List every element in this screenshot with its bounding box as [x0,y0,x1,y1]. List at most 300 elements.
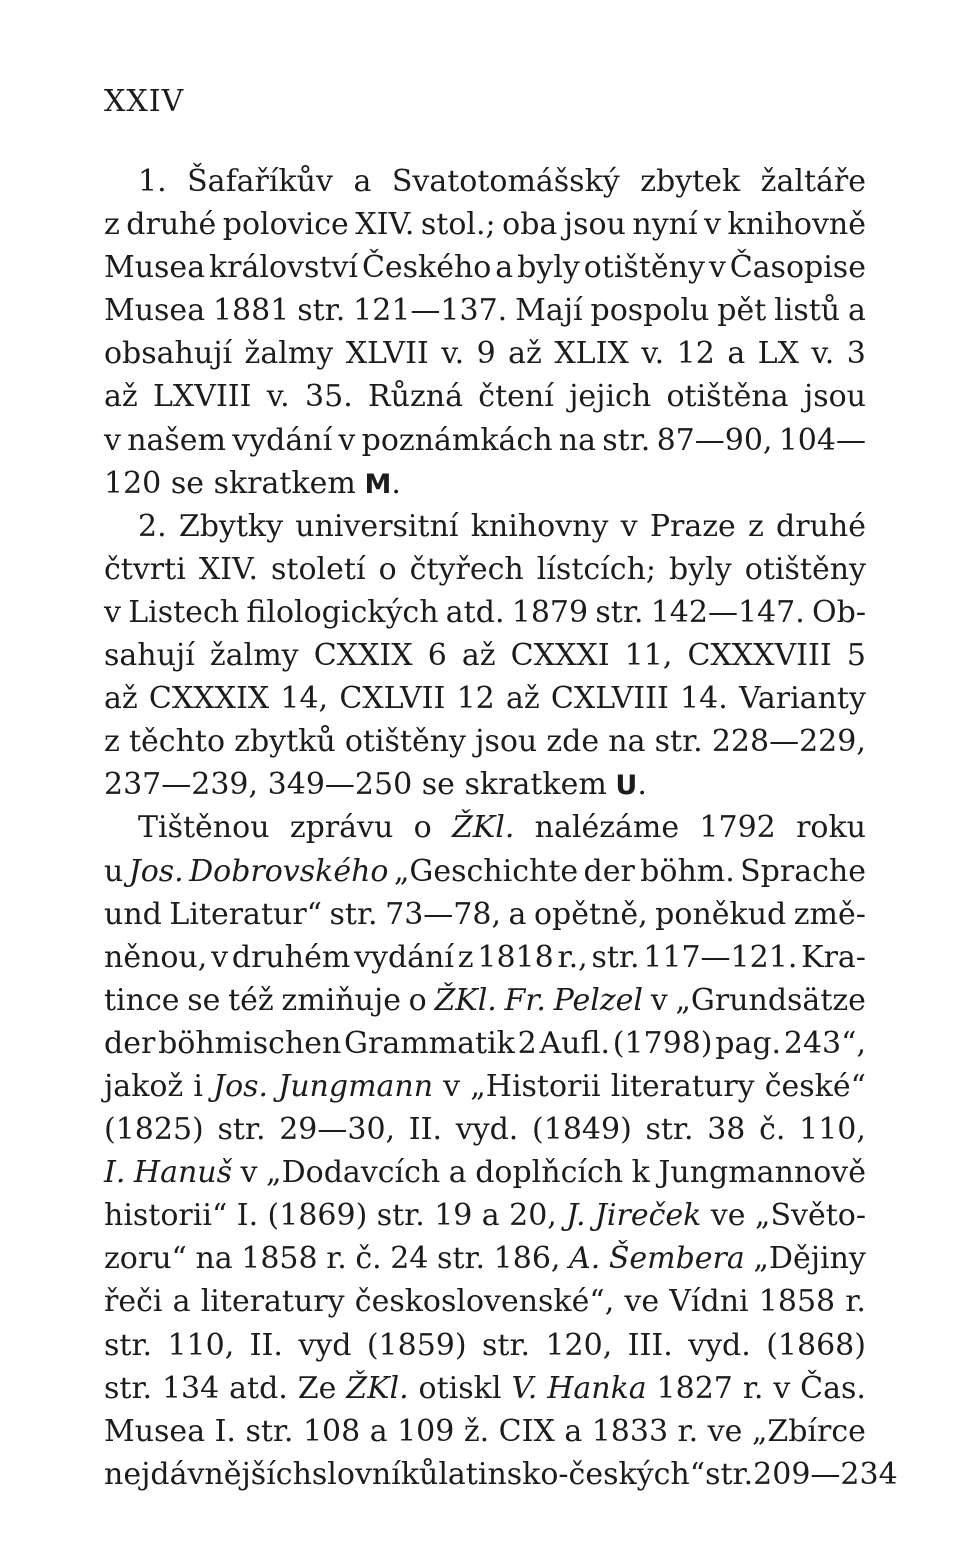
word: ve [707,1413,743,1449]
word: str. [104,1370,153,1406]
word: „Zbírce [751,1413,866,1449]
word: lístcích; [536,551,657,587]
word: I. [236,1198,259,1234]
word: CXXXI [510,638,610,674]
word: literatury [610,1068,755,1104]
word: 121—137. [353,293,508,329]
word: 2 [517,1025,537,1061]
word: zmiňuje [281,982,401,1018]
word: až [505,681,540,717]
word: Ze [297,1370,337,1406]
word: böhmischen [158,1025,342,1061]
word: otiskl [418,1370,502,1406]
word: vydání [232,422,333,458]
word: jsou [803,379,866,415]
word: nejdávnějších [104,1456,312,1492]
word: 9 [476,336,496,372]
word: druhém [231,939,351,975]
word: Jungmannově [658,1155,866,1191]
page-number: XXIV [104,84,185,119]
word: CXXIX [313,638,413,674]
word: sahují [104,638,195,674]
word: 134 [161,1370,220,1406]
word: r. [677,1413,699,1449]
text-line [104,806,866,849]
text-line [104,936,866,979]
word: Fr. [504,982,546,1018]
word: 12 [676,336,715,372]
word: J. [566,1198,586,1234]
word: skratkem [213,465,356,501]
word: království [209,250,359,286]
word: der [583,853,635,889]
word: i [193,1068,203,1104]
word: 1858 [241,1241,318,1277]
text-line [104,1022,866,1065]
word: listů [774,293,841,329]
word: Musea [104,293,206,329]
word: ŽKl. [451,810,515,846]
text-line [104,1453,898,1496]
word: vyd [298,1327,352,1363]
word: Vídni [669,1284,749,1320]
word: Jungmann [278,1068,434,1104]
word: 110, [799,1112,866,1148]
word: v [104,422,121,458]
text-line [104,246,866,289]
word: (1849) [532,1112,632,1148]
word: A. [569,1241,601,1277]
word: zoru“ [104,1241,187,1277]
word: z [104,207,120,243]
word: 35. [305,379,353,415]
word: a [848,293,866,329]
word: Aufl. [539,1025,610,1061]
text-line [104,1367,866,1410]
text-line [104,289,866,332]
word: poněkud [655,896,787,932]
word: z [457,939,474,975]
word: oba [502,207,558,243]
word: Jos. [128,853,184,889]
word: Českého [361,250,492,286]
text-line [104,1280,866,1323]
word: V. [511,1370,538,1406]
word: Musea [104,250,206,286]
word: v [650,982,668,1018]
word: Varianty [738,681,866,717]
word: v [338,422,356,458]
word: zde [546,724,600,760]
word: ve [710,1198,746,1234]
word: Pelzel [553,982,643,1018]
word: Literatur“ [169,896,322,932]
word: 1833 [591,1413,669,1449]
word: v. [266,379,290,415]
word: v. [811,336,835,372]
word: žalmy [209,638,299,674]
word: v [773,1370,791,1406]
word: LX [757,336,799,372]
word: stol.; [420,207,496,243]
word: 19 [434,1198,473,1234]
word: 349—250 [267,767,413,803]
word: roku [796,810,866,846]
word: až [508,336,542,372]
word: a [508,896,527,932]
word: XLIX [554,336,629,372]
word: v [620,508,638,544]
word: a [564,1413,583,1449]
word: zbytků [234,724,336,760]
text-line [104,505,866,548]
text-line [104,332,866,375]
word: (1825) [104,1112,204,1148]
text-line [104,1065,866,1108]
word: našem [127,422,227,458]
word: otištěny [744,551,866,587]
word: str. [217,1112,266,1148]
word: na [195,1241,233,1277]
word: str. [437,1241,486,1277]
word: žaltáře [760,164,866,199]
word: 1881 [212,293,290,329]
word: Šafaříkův [187,164,333,199]
word: k [631,1155,650,1191]
word: v. [641,336,665,372]
word: v [211,939,229,975]
word: ve [624,1284,660,1320]
word: na [608,724,646,760]
word: století [271,551,366,587]
word: II. [249,1327,283,1363]
word: těchto [128,724,226,760]
word: Šembera [608,1241,745,1277]
word: pag. [715,1025,782,1061]
word: u [104,853,124,889]
text-line [104,634,866,677]
text-line [104,1410,866,1453]
word: opětně, [533,896,648,932]
word: I. [104,1155,126,1191]
word: doplňcích [475,1155,624,1191]
word: jsou [475,724,538,760]
word: vyd. [688,1327,751,1363]
text-line [104,1151,866,1194]
word: zbytek [640,164,741,199]
text-line [104,1194,866,1237]
word: str. [705,1456,754,1492]
word: čtení [478,379,554,415]
word: 3 [846,336,866,372]
word: obsahují [104,336,233,372]
text-line [104,1237,866,1280]
word: 12 [456,681,495,717]
word: Sprache [740,853,866,889]
word: čtvrti [104,551,186,587]
word: 1827 [656,1370,733,1406]
text-line [104,375,866,418]
word: 2. [138,508,167,544]
word: 104— [778,422,866,458]
text-line [104,677,866,720]
text-line [104,548,866,591]
word: čtyřech [409,551,524,587]
word: druhé [126,207,217,243]
word: (1798) [612,1025,713,1061]
word: str. [595,594,644,630]
word: a [172,1284,191,1320]
word: 1. [138,164,167,199]
word: Praze [649,508,736,544]
word: III. [627,1327,673,1363]
word: o [413,810,432,846]
word: v [443,1068,461,1104]
word: str. [376,1198,425,1234]
word: XLVII [345,336,429,372]
word: XIV. [198,551,258,587]
word: Jos. [213,1068,269,1104]
word: Dobrovského [189,853,389,889]
word: Různá [368,379,463,415]
word: (1869) [267,1198,368,1234]
word: str. [602,422,651,458]
word: jakož [104,1068,184,1104]
word: Listech [128,594,240,630]
word: str. [329,896,378,932]
word: „Historii [470,1068,601,1104]
word: o [378,551,397,587]
word: skratkem [464,767,607,803]
word: ŽKl. [434,982,497,1018]
word: otištěna [666,379,789,415]
word: knihovny [470,508,609,544]
word: se [170,465,205,501]
word: v [704,207,721,243]
word: ž. [463,1413,490,1449]
text-line [104,979,866,1022]
word: XIV. [355,207,415,243]
word: vydání [354,939,454,975]
word: 5 [846,638,866,674]
word: U [615,770,638,802]
word: na [558,422,597,458]
word: Hanuš [133,1155,233,1191]
word: a [727,336,746,372]
word: „Geschichte [393,853,579,889]
word: „Světo- [754,1198,866,1234]
word: Zbytky [178,508,284,544]
word: 1858 [758,1284,836,1320]
word: Kra- [801,939,866,975]
word: LXVIII [153,379,252,415]
word: universitní [295,508,459,544]
word: latinsko-českých“ [438,1456,706,1492]
word: až [104,681,138,717]
word: otištěny [344,724,466,760]
word: Tištěnou [138,810,270,846]
word: z [748,508,764,544]
word: 11, [624,638,673,674]
word: Grammatik [344,1025,515,1061]
word: CXXXIX [148,681,270,717]
word: 38 [707,1112,746,1148]
word: nyní [632,207,698,243]
word: atd. [445,594,505,630]
word: 186, [493,1241,561,1277]
word: 1792 [699,810,776,846]
word: z [104,724,120,760]
word: „Dodavcích [266,1155,441,1191]
word: Čas. [800,1370,866,1406]
word: jsou [563,207,626,243]
word: (1868) [766,1327,866,1363]
word: literatury [200,1284,345,1320]
word: č. [759,1112,786,1148]
word: změ- [793,896,866,932]
word: 6 [427,638,447,674]
word: vyd. [455,1112,519,1148]
word: a [481,1198,500,1234]
word: o [408,982,427,1018]
word: 120 [104,465,162,501]
word: CXXXVIII [687,638,832,674]
word: CXLVIII [550,681,669,717]
text-line [104,160,866,203]
word: 20, [509,1198,557,1234]
word: ŽKl. [346,1370,409,1406]
word: něnou, [104,939,208,975]
word: M [364,468,392,500]
word: se [421,767,455,803]
word: v [708,250,726,286]
word: historii“ [104,1198,228,1234]
word: v [240,1155,258,1191]
word: 73—78, [385,896,501,932]
word: CXLVII [339,681,446,717]
word: žalmy [244,336,334,372]
text-line [104,1108,866,1151]
text-line [104,720,866,763]
body-text [104,160,898,1496]
word: I. [214,1413,236,1449]
word: 142—147. [650,594,805,630]
text-line [104,850,866,893]
word: 14, [280,681,329,717]
word: nalézáme [534,810,680,846]
word: č. [355,1241,382,1277]
word: 24 [390,1241,429,1277]
text-line [104,419,866,462]
word: v. [441,336,465,372]
word: a [353,164,372,199]
word: zprávu [289,810,394,846]
word: a [448,1155,467,1191]
text-line [104,893,866,936]
word: poznámkách [361,422,553,458]
text-line [104,763,866,806]
word: Mají [515,293,583,329]
word: 1818 [477,939,554,975]
word: 117—121. [643,939,798,975]
word: Ob- [812,594,866,630]
word: až [461,638,496,674]
text-line [104,591,866,634]
word: . [391,465,401,501]
word: str. [591,939,640,975]
word: československé“, [354,1284,615,1320]
word: 243“, [783,1025,866,1061]
word: byly [517,250,580,286]
word: až [104,379,138,415]
word: und [104,896,162,932]
word: české“ [764,1068,866,1104]
word: Musea [104,1413,206,1449]
word: 209—234 [753,1456,898,1492]
word: též [228,982,274,1018]
word: 109 [397,1413,455,1449]
word: a [495,250,514,286]
word: 87—90, [656,422,773,458]
word: otištěny [583,250,705,286]
word: II. [408,1112,443,1148]
word: 237—239, [104,767,259,803]
word: . [637,767,647,803]
word: a [369,1413,388,1449]
word: pospolu [590,293,710,329]
word: atd. [229,1370,288,1406]
word: Hanka [547,1370,647,1406]
word: 110, [167,1327,235,1363]
word: r., [557,939,588,975]
word: str. [297,293,346,329]
word: řeči [104,1284,163,1320]
text-line [104,1324,866,1367]
word: str. [645,1112,694,1148]
word: str. [654,724,703,760]
text-line [104,462,866,505]
word: 108 [302,1413,361,1449]
word: der [104,1025,156,1061]
word: 228—229, [711,724,866,760]
word: Jireček [594,1198,702,1234]
word: str. [104,1327,153,1363]
word: filologických [246,594,439,630]
word: byly [669,551,732,587]
word: jejich [569,379,652,415]
word: 29—30, [279,1112,396,1148]
word: druhé [776,508,866,544]
word: CIX [498,1413,555,1449]
word: r. [845,1284,866,1320]
text-line [104,203,866,246]
word: v [104,594,121,630]
word: „Dějiny [753,1241,866,1277]
word: pět [717,293,767,329]
word: Svatotomášský [391,164,620,199]
word: tince [104,982,180,1018]
word: r. [742,1370,764,1406]
word: (1859) [366,1327,467,1363]
word: 14. [680,681,728,717]
word: str. [245,1413,294,1449]
word: Časopise [729,250,866,286]
word: r. [326,1241,347,1277]
word: knihovně [727,207,866,243]
word: slovníků [311,1456,439,1492]
word: str. [482,1327,531,1363]
word: 120, [545,1327,613,1363]
